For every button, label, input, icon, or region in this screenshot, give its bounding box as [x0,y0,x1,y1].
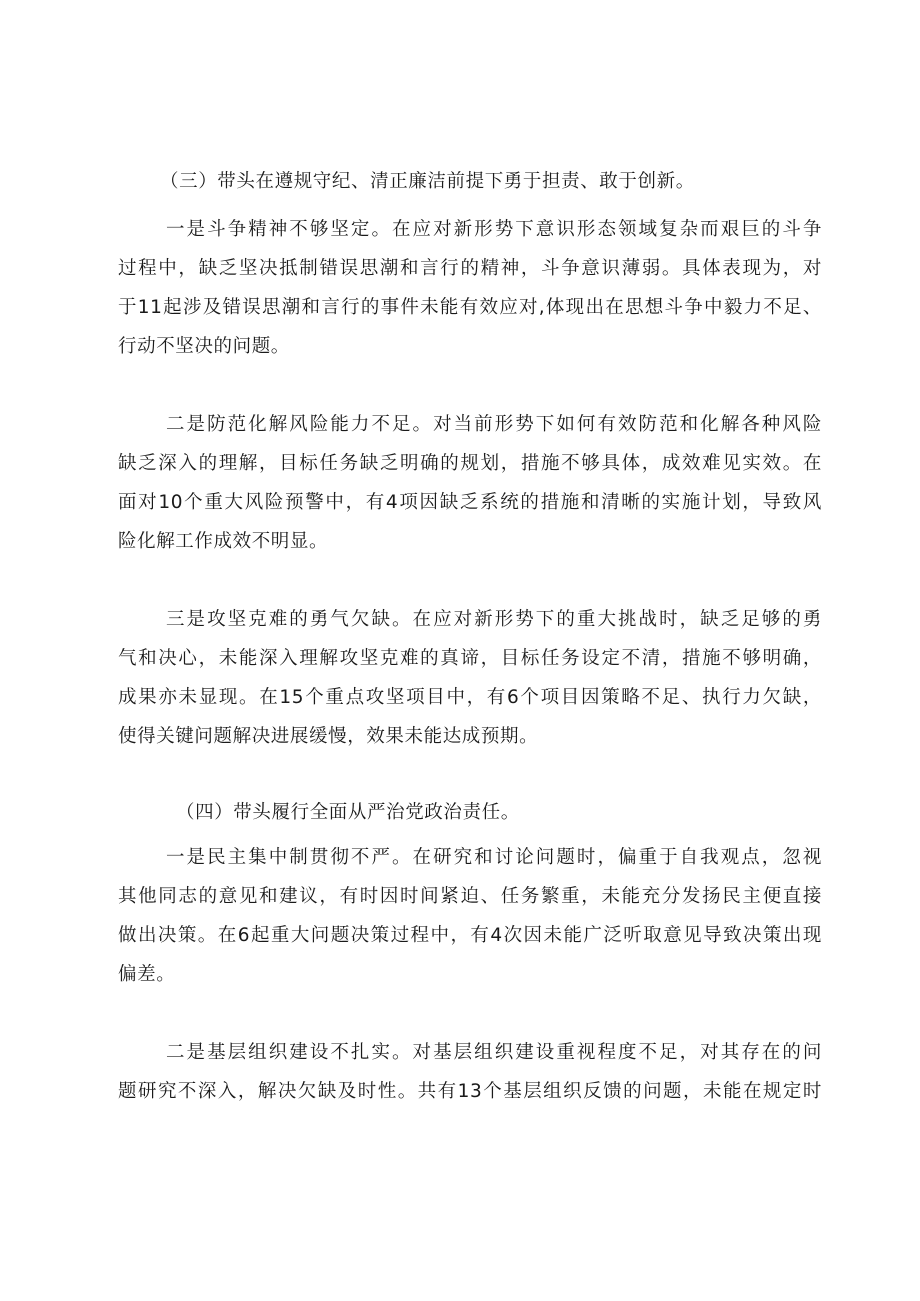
paragraph-line: 险化解工作成效不明显。 [118,531,329,552]
paragraph-line: 二是防范化解风险能力不足。对当前形势下如何有效防范和化解各种风险 [166,414,822,435]
paragraph-line: 题研究不深入，解决欠缺及时性。共有13个基层组织反馈的问题，未能在规定时 [118,1081,822,1102]
paragraph-line: 做出决策。在6起重大问题决策过程中，有4次因未能广泛听取意见导致决策出现 [118,925,822,946]
paragraph-line: 缺乏深入的理解，目标任务缺乏明确的规划，措施不够具体，成效难见实效。在 [118,453,822,474]
paragraph-grassroots [118,1033,822,1111]
paragraph-line: 一是斗争精神不够坚定。在应对新形势下意识形态领域复杂而艰巨的斗争 [166,219,822,240]
paragraph-line: 其他同志的意见和建议，有时因时间紧迫、任务繁重，未能充分发扬民主便直接 [118,886,822,907]
paragraph-courage [118,600,822,756]
paragraph-line: 面对10个重大风险预警中，有4项因缺乏系统的措施和清晰的实施计划，导致风 [118,492,822,513]
paragraph-line: 偏差。 [118,964,176,985]
paragraph-struggle-spirit [118,210,822,366]
heading-text: （四）带头履行全面从严治党政治责任。 [176,802,520,823]
heading-text: （三）带头在遵规守纪、清正廉洁前提下勇于担责、敢于创新。 [160,171,695,192]
paragraph-line: 气和决心，未能深入理解攻坚克难的真谛，目标任务设定不清，措施不够明确， [118,648,822,669]
paragraph-line: 过程中，缺乏坚决抵制错误思潮和言行的精神，斗争意识薄弱。具体表现为，对 [118,258,822,279]
paragraph-line: 于11起涉及错误思潮和言行的事件未能有效应对,体现出在思想斗争中毅力不足、 [118,297,822,318]
paragraph-line: 二是基层组织建设不扎实。对基层组织建设重视程度不足，对其存在的问 [166,1042,822,1063]
paragraph-line: 三是攻坚克难的勇气欠缺。在应对新形势下的重大挑战时，缺乏足够的勇 [166,609,822,630]
paragraph-risk-prevention [118,405,822,561]
paragraph-line: 成果亦未显现。在15个重点攻坚项目中，有6个项目因策略不足、执行力欠缺， [118,687,822,708]
paragraph-democratic-centralism [118,838,822,994]
paragraph-line: 一是民主集中制贯彻不严。在研究和讨论问题时，偏重于自我观点，忽视 [166,847,822,868]
section-heading-4 [176,793,816,832]
section-heading-3 [160,162,800,201]
paragraph-line: 行动不坚决的问题。 [118,336,290,357]
paragraph-line: 使得关键问题解决进展缓慢，效果未能达成预期。 [118,726,539,747]
